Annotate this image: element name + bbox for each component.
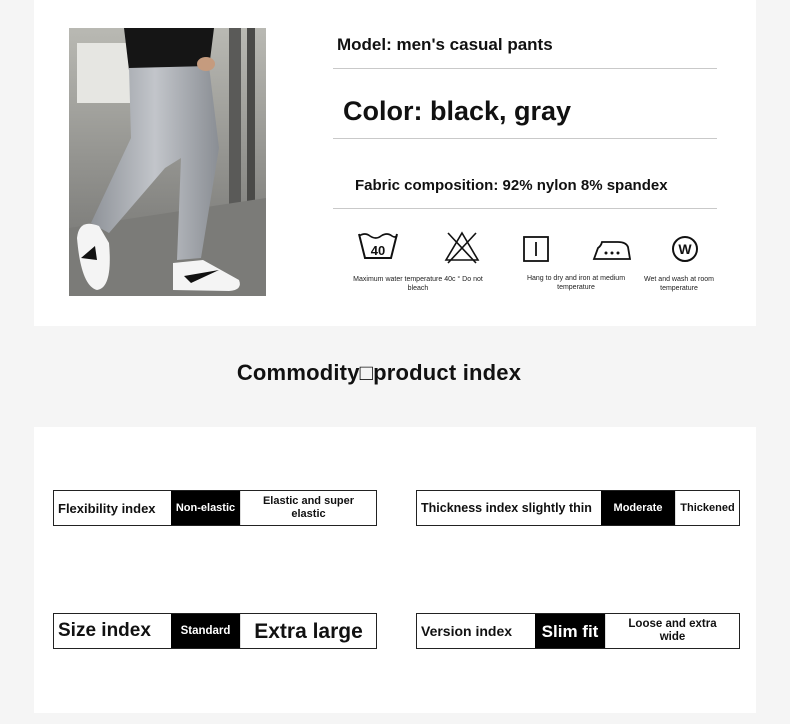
flexibility-option-selected: Non-elastic — [171, 491, 240, 525]
thickness-index — [416, 490, 740, 526]
size-option-selected: Standard — [171, 614, 240, 648]
svg-text:W: W — [678, 241, 692, 257]
fabric-text: Fabric composition: 92% nylon 8% spandex — [355, 177, 668, 194]
iron-medium-icon — [592, 238, 632, 267]
hang-dry-icon — [522, 235, 552, 268]
wash-40-icon — [357, 230, 399, 265]
wet-wash-icon — [670, 235, 700, 270]
care-caption-wet: Wet and wash at room temperature — [644, 276, 714, 292]
divider — [333, 68, 717, 69]
care-caption-hang: Hang to dry and iron at medium temperature — [526, 275, 626, 291]
product-index-card — [34, 427, 756, 713]
section-title: Commodity□product index — [236, 360, 522, 385]
product-photo — [69, 28, 266, 296]
thickness-option-selected: Moderate — [601, 491, 675, 525]
version-option-selected: Slim fit — [535, 614, 605, 648]
divider — [333, 138, 717, 139]
thickness-option: Thickened — [675, 491, 739, 525]
model-text: Model: men's casual pants — [337, 35, 553, 54]
version-label: Version index — [421, 623, 513, 639]
svg-text:40: 40 — [370, 243, 386, 258]
divider — [333, 208, 717, 209]
flexibility-label: Flexibility index — [58, 500, 156, 516]
care-caption-wash: Maximum water temperature 40c ° Do not bleach — [353, 276, 483, 292]
version-index — [416, 613, 740, 649]
thickness-label: Thickness index slightly thin — [421, 501, 592, 515]
color-text: Color: black, gray — [343, 96, 572, 126]
flexibility-option: Elastic and super elastic — [240, 491, 376, 525]
version-option: Loose and extra wide — [605, 614, 739, 648]
size-option: Extra large — [240, 614, 376, 648]
size-label: Size index — [58, 620, 151, 641]
flexibility-index — [53, 490, 377, 526]
size-index — [53, 613, 377, 649]
no-bleach-icon — [443, 230, 481, 269]
